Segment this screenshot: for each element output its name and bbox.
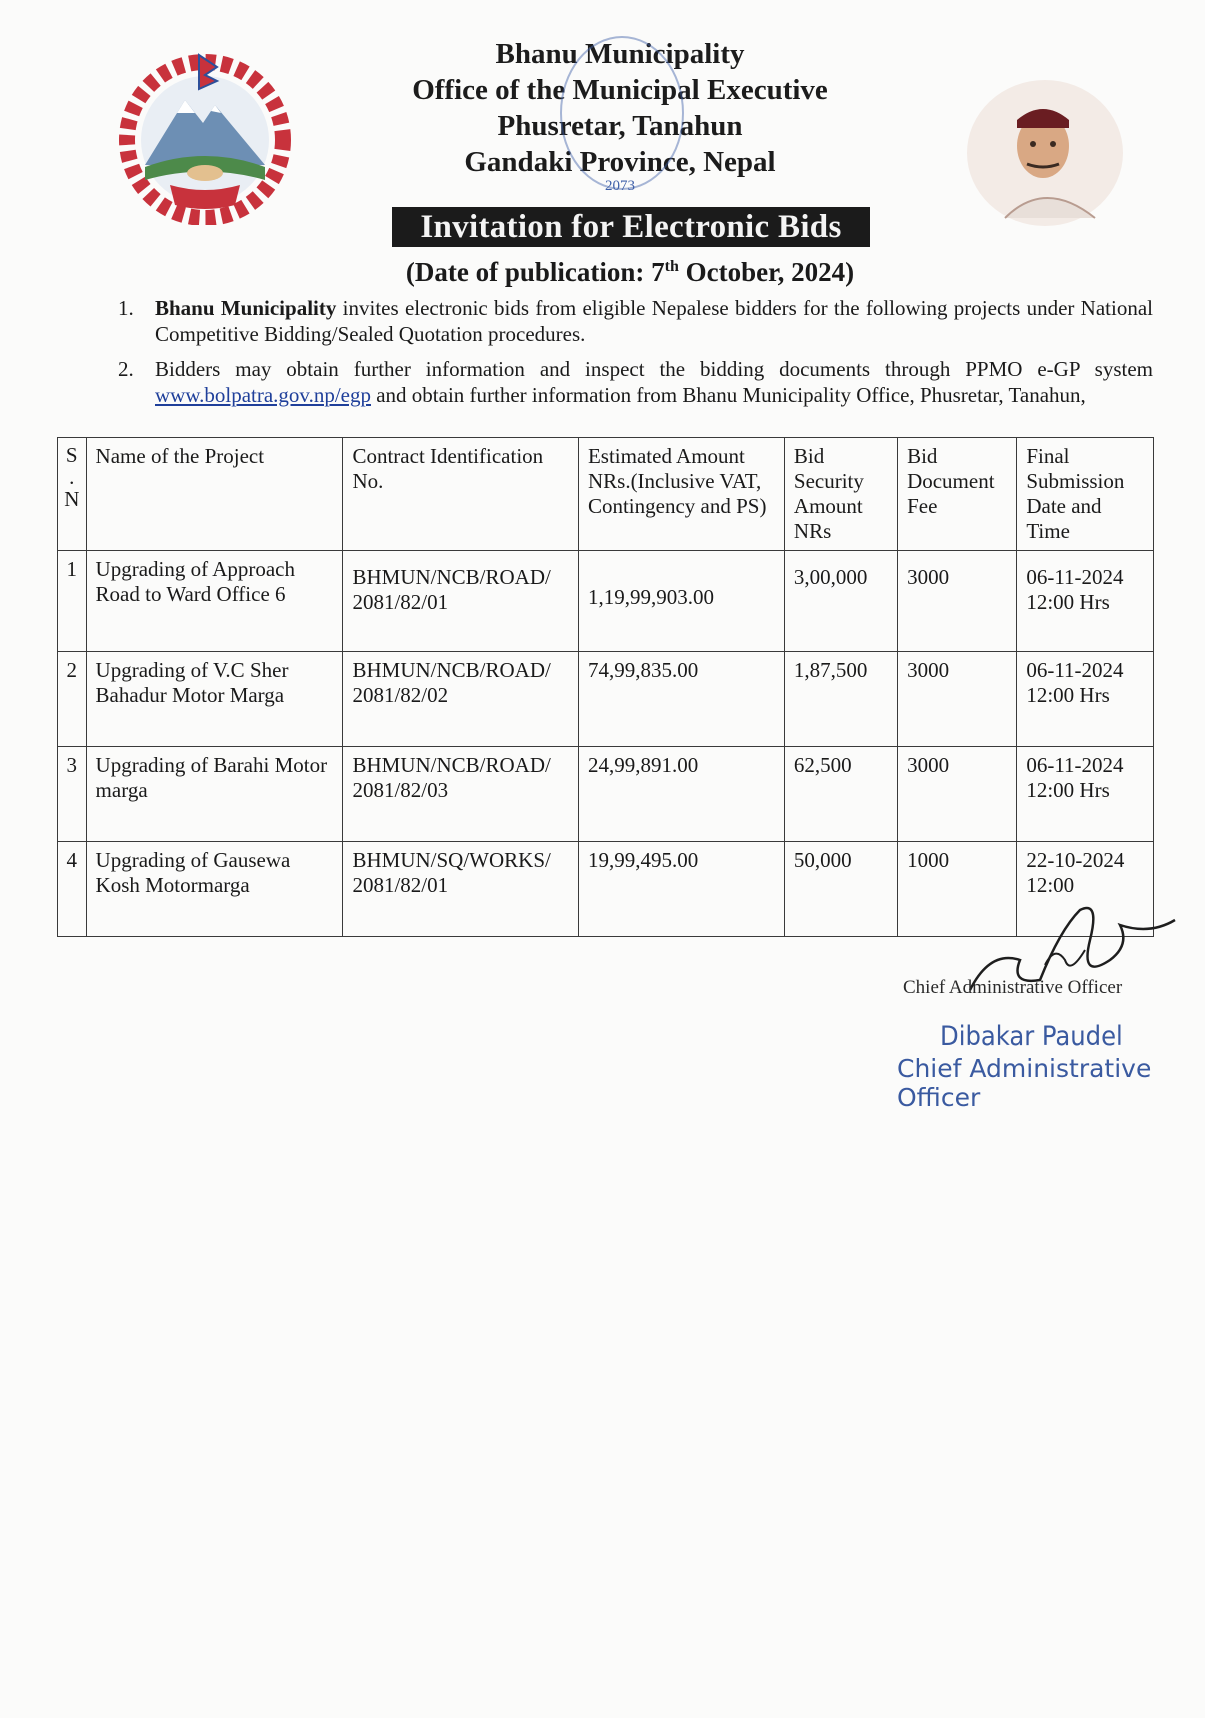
paragraph-number: 1. bbox=[118, 296, 134, 320]
office-name: Office of the Municipal Executive bbox=[412, 74, 828, 106]
office-stamp bbox=[560, 36, 684, 190]
stamp-year: 2073 bbox=[605, 178, 635, 194]
row-bid-security: 62,500 bbox=[784, 747, 897, 842]
bids-table bbox=[57, 437, 1154, 937]
row-bid-security: 1,87,500 bbox=[784, 652, 897, 747]
header-document-fee: Bid Document Fee bbox=[898, 438, 1017, 551]
province-name: Gandaki Province, Nepal bbox=[464, 146, 776, 178]
egp-link[interactable]: www.bolpatra.gov.np/egp bbox=[155, 383, 371, 407]
row-submission-date: 06-11-2024 12:00 Hrs bbox=[1017, 747, 1154, 842]
row-estimated-amount: 1,19,99,903.00 bbox=[578, 551, 784, 652]
row-sn: 1 bbox=[58, 551, 87, 652]
row-document-fee: 3000 bbox=[898, 551, 1017, 652]
bhanubhakta-portrait-icon bbox=[965, 78, 1125, 228]
row-contract-id: BHMUN/NCB/ROAD/ 2081/82/02 bbox=[343, 652, 579, 747]
row-submission-date: 22-10-2024 12:00 bbox=[1017, 842, 1154, 937]
row-project-name: Upgrading of V.C Sher Bahadur Motor Marga bbox=[86, 652, 343, 747]
row-project-name: Upgrading of Gausewa Kosh Motormarga bbox=[86, 842, 343, 937]
municipality-bold: Bhanu Municipality bbox=[155, 296, 337, 320]
paragraph-number: 2. bbox=[118, 357, 134, 381]
table-row bbox=[58, 747, 1154, 842]
row-contract-id: BHMUN/NCB/ROAD/ 2081/82/03 bbox=[343, 747, 579, 842]
nepal-emblem-icon bbox=[115, 45, 295, 225]
officer-name: Dibakar Paudel bbox=[940, 1021, 1123, 1052]
row-sn: 3 bbox=[58, 747, 87, 842]
row-bid-security: 50,000 bbox=[784, 842, 897, 937]
row-contract-id: BHMUN/NCB/ROAD/ 2081/82/01 bbox=[343, 551, 579, 652]
header-estimated-amount: Estimated Amount NRs.(Inclusive VAT, Contingency and PS) bbox=[578, 438, 784, 551]
paragraph-1: 1. Bhanu Municipality invites electronic bids from eligible Nepalese bidders for the following projects under National Competitive Bidding/Sealed Quotation procedures. bbox=[118, 296, 1153, 346]
row-contract-id: BHMUN/SQ/WORKS/ 2081/82/01 bbox=[343, 842, 579, 937]
row-project-name: Upgrading of Approach Road to Ward Office 6 bbox=[86, 551, 343, 652]
row-sn: 2 bbox=[58, 652, 87, 747]
row-document-fee: 3000 bbox=[898, 652, 1017, 747]
header-project-name: Name of the Project bbox=[86, 438, 343, 551]
row-project-name: Upgrading of Barahi Motor marga bbox=[86, 747, 343, 842]
header-bid-security: Bid Security Amount NRs bbox=[784, 438, 897, 551]
header-submission-date: Final Submission Date and Time bbox=[1017, 438, 1154, 551]
notice-title: Invitation for Electronic Bids bbox=[392, 207, 870, 247]
header-sn: S . N bbox=[58, 438, 87, 551]
row-estimated-amount: 74,99,835.00 bbox=[578, 652, 784, 747]
row-estimated-amount: 24,99,891.00 bbox=[578, 747, 784, 842]
paragraph-2: 2. Bidders may obtain further information and inspect the bidding documents through PPMO e-GP system www.bolpatra.gov.np/egp and obtain further information from Bhanu Municipality Office, Phusretar, Tanahun, bbox=[118, 357, 1153, 407]
table-header-row bbox=[58, 438, 1154, 551]
row-document-fee: 3000 bbox=[898, 747, 1017, 842]
municipality-name: Bhanu Municipality bbox=[495, 38, 745, 70]
office-location: Phusretar, Tanahun bbox=[497, 110, 743, 142]
signature-caption: Chief Administrative Officer bbox=[903, 977, 1123, 998]
row-sn: 4 bbox=[58, 842, 87, 937]
row-submission-date: 06-11-2024 12:00 Hrs bbox=[1017, 551, 1154, 652]
row-estimated-amount: 19,99,495.00 bbox=[578, 842, 784, 937]
officer-title: Chief Administrative Officer bbox=[897, 1054, 1152, 1112]
row-bid-security: 3,00,000 bbox=[784, 551, 897, 652]
row-submission-date: 06-11-2024 12:00 Hrs bbox=[1017, 652, 1154, 747]
header-contract-id: Contract Identification No. bbox=[343, 438, 579, 551]
publication-date: (Date of publication: 7th October, 2024) bbox=[405, 257, 855, 287]
table-row bbox=[58, 652, 1154, 747]
row-document-fee: 1000 bbox=[898, 842, 1017, 937]
table-row bbox=[58, 551, 1154, 652]
